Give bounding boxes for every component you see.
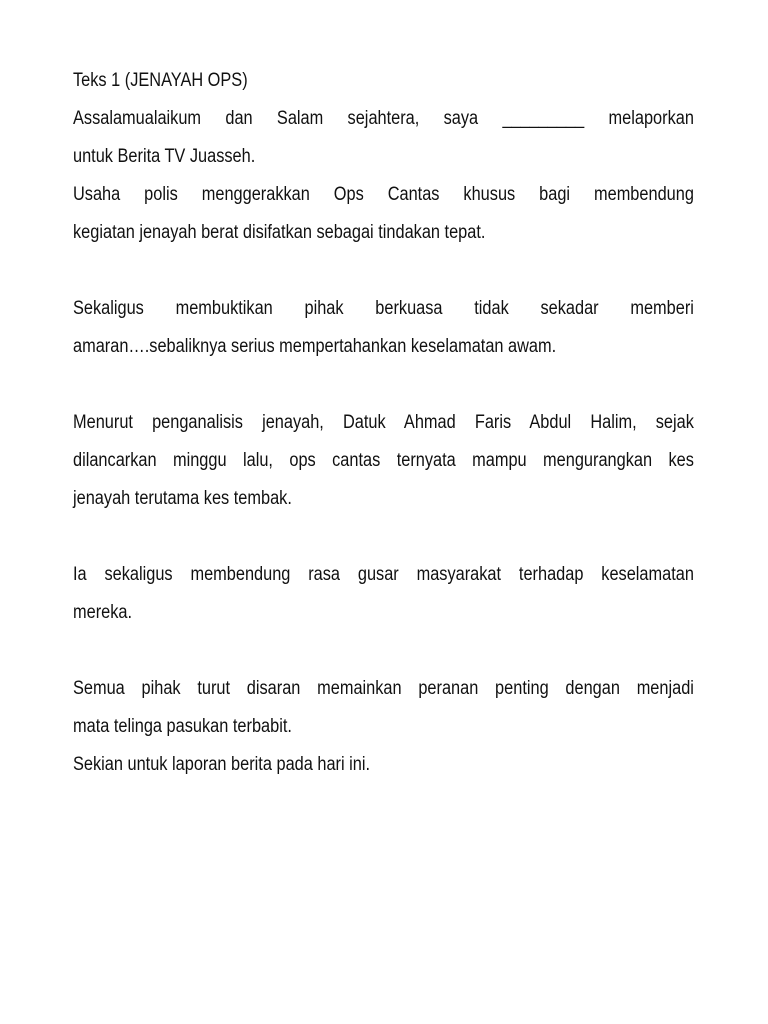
paragraph-analyst-line-3: jenayah terutama kes tembak. <box>73 488 292 509</box>
paragraph-spacer <box>73 252 694 290</box>
paragraph-ops-cantas-line-1: Usaha polis menggerakkan Ops Cantas khusus bagi membendung <box>73 184 694 205</box>
paragraph-ops-cantas-line-2: kegiatan jenayah berat disifatkan sebagai tindakan tepat. <box>73 222 486 243</box>
paragraph-spacer <box>73 632 694 670</box>
paragraph-authority-line-1: Sekaligus membuktikan pihak berkuasa tidak sekadar memberi <box>73 298 694 319</box>
document-page <box>73 62 694 784</box>
paragraph-analyst-line-2: dilancarkan minggu lalu, ops cantas ternyata mampu mengurangkan kes <box>73 450 694 471</box>
document-title: Teks 1 (JENAYAH OPS) <box>73 70 248 91</box>
paragraph-greeting-line-1: Assalamualaikum dan Salam sejahtera, saya _________ melaporkan <box>73 108 694 129</box>
paragraph-greeting-line-2: untuk Berita TV Juasseh. <box>73 146 256 167</box>
paragraph-all-parties-line-2: mata telinga pasukan terbabit. <box>73 716 292 737</box>
paragraph-spacer <box>73 518 694 556</box>
paragraph-closing-line-1: Sekian untuk laporan berita pada hari ini. <box>73 754 371 775</box>
paragraph-public-concern-line-1: Ia sekaligus membendung rasa gusar masyarakat terhadap keselamatan <box>73 564 694 585</box>
paragraph-analyst-line-1: Menurut penganalisis jenayah, Datuk Ahmad Faris Abdul Halim, sejak <box>73 412 694 433</box>
paragraph-spacer <box>73 366 694 404</box>
paragraph-authority-line-2: amaran….sebaliknya serius mempertahankan keselamatan awam. <box>73 336 557 357</box>
paragraph-all-parties-line-1: Semua pihak turut disaran memainkan peranan penting dengan menjadi <box>73 678 694 699</box>
paragraph-public-concern-line-2: mereka. <box>73 602 133 623</box>
